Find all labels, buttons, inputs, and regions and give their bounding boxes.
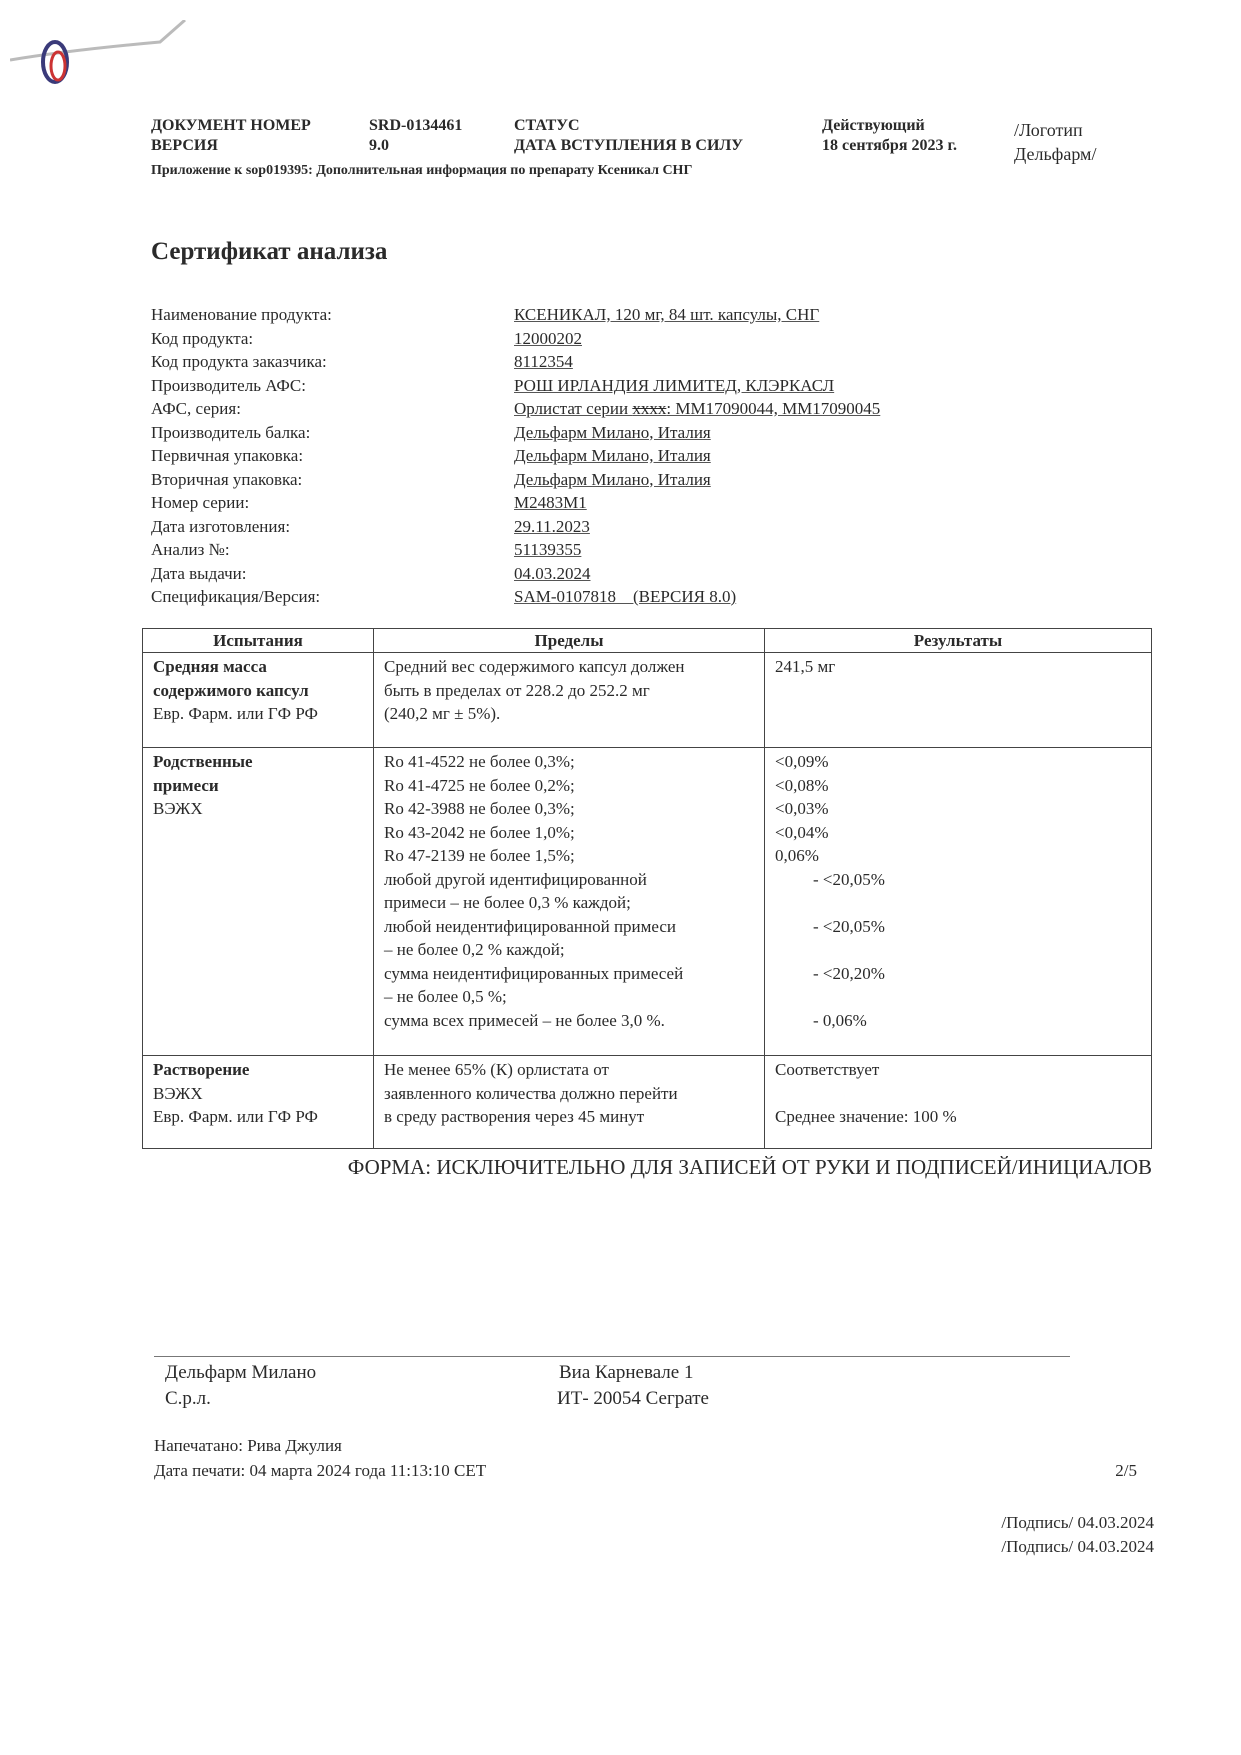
test-name: Средняя масса bbox=[153, 657, 267, 676]
company-form: С.р.л. bbox=[165, 1388, 211, 1409]
doc-number: SRD-0134461 bbox=[369, 117, 463, 134]
limit-line: любой неидентифицированной примеси bbox=[384, 916, 677, 936]
status-label: СТАТУС bbox=[514, 117, 580, 134]
field-label: Номер серии: bbox=[151, 493, 250, 512]
field-row bbox=[151, 350, 1051, 374]
result-line: Соответствует bbox=[775, 1060, 880, 1079]
test-method: ВЭЖХ bbox=[153, 799, 203, 818]
field-row bbox=[151, 562, 1051, 586]
appendix-note: Приложение к sop019395: Дополнительная информация по препарату Ксеникал СНГ bbox=[151, 163, 693, 178]
field-value bbox=[514, 397, 880, 421]
status-value: Действующий bbox=[822, 117, 925, 134]
field-label: Код продукта заказчика: bbox=[151, 352, 327, 371]
field-label: Анализ №: bbox=[151, 540, 230, 559]
results-cell bbox=[765, 653, 1152, 748]
field-row bbox=[151, 374, 1051, 398]
field-label: Первичная упаковка: bbox=[151, 446, 304, 465]
result-line: <0,03% bbox=[775, 799, 829, 818]
address-city: ИТ- 20054 Сеграте bbox=[557, 1388, 709, 1409]
limits-cell bbox=[374, 653, 765, 748]
limit-line: сумма неидентифицированных примесей bbox=[384, 963, 684, 983]
form-note: ФОРМА: ИСКЛЮЧИТЕЛЬНО ДЛЯ ЗАПИСЕЙ ОТ РУКИ И ПОДПИСЕЙ/ИНИЦИАЛОВ bbox=[347, 1155, 1152, 1179]
field-row bbox=[151, 585, 1051, 609]
effective-label: ДАТА ВСТУПЛЕНИЯ В СИЛУ bbox=[514, 137, 744, 154]
field-label: Дата выдачи: bbox=[151, 563, 247, 583]
footer-address bbox=[557, 1360, 709, 1412]
field-row bbox=[151, 303, 1051, 327]
field-label: Спецификация/Версия: bbox=[151, 587, 321, 606]
header-results: Результаты bbox=[765, 629, 1152, 653]
field-row bbox=[151, 538, 1051, 562]
test-name-cell bbox=[143, 1056, 374, 1149]
result-line bbox=[775, 1082, 1141, 1106]
field-row bbox=[151, 468, 1051, 492]
field-row bbox=[151, 444, 1051, 468]
printed-by: Напечатано: Рива Джулия bbox=[154, 1436, 342, 1455]
test-name: содержимого капсул bbox=[153, 680, 309, 700]
limit-line: Ro 41-4725 не более 0,2%; bbox=[384, 775, 575, 795]
field-value: 12000202 bbox=[514, 328, 582, 348]
signature-1: /Подпись/ 04.03.2024 bbox=[1001, 1513, 1154, 1532]
field-value: 29.11.2023 bbox=[514, 516, 590, 536]
limit-line: Ro 42-3988 не более 0,3%; bbox=[384, 799, 575, 818]
table-header-row bbox=[143, 629, 1152, 653]
field-value: Дельфарм Милано, Италия bbox=[514, 469, 711, 489]
result-line: - 0,06% bbox=[813, 1010, 867, 1030]
test-name-cell bbox=[143, 748, 374, 1056]
limit-line: быть в пределах от 228.2 до 252.2 мг bbox=[384, 680, 650, 700]
limit-line: Ro 47-2139 не более 1,5%; bbox=[384, 846, 575, 865]
result-line bbox=[775, 985, 1141, 1009]
limit-line: Не менее 65% (К) орлистата от bbox=[384, 1060, 609, 1079]
table-row bbox=[143, 748, 1152, 1056]
field-value: Дельфарм Милано, Италия bbox=[514, 446, 711, 465]
table-row bbox=[143, 1056, 1152, 1149]
field-label: Производитель АФС: bbox=[151, 375, 306, 395]
result-line bbox=[775, 891, 1141, 915]
field-value: 51139355 bbox=[514, 540, 582, 559]
limit-line: сумма всех примесей – не более 3,0 %. bbox=[384, 1010, 665, 1030]
limit-line: заявленного количества должно перейти bbox=[384, 1083, 678, 1103]
field-label: Вторичная упаковка: bbox=[151, 469, 303, 489]
limit-line: (240,2 мг ± 5%). bbox=[384, 704, 501, 723]
limits-cell bbox=[374, 748, 765, 1056]
field-label: Производитель балка: bbox=[151, 422, 311, 442]
page-title: Сертификат анализа bbox=[151, 238, 388, 265]
field-value: Дельфарм Милано, Италия bbox=[514, 422, 711, 442]
result-line: <0,09% bbox=[775, 752, 829, 771]
limit-line: любой другой идентифицированной bbox=[384, 869, 647, 889]
table-row bbox=[143, 653, 1152, 748]
limit-line: в среду растворения через 45 минут bbox=[384, 1107, 645, 1126]
field-row bbox=[151, 515, 1051, 539]
limit-line: примеси – не более 0,3 % каждой; bbox=[384, 893, 631, 912]
effective-date: 18 сентября 2023 г. bbox=[822, 137, 957, 154]
result-line: 241,5 мг bbox=[775, 657, 836, 676]
test-name: примеси bbox=[153, 775, 219, 795]
field-row bbox=[151, 397, 1051, 421]
result-line bbox=[775, 938, 1141, 962]
field-value: КСЕНИКАЛ, 120 мг, 84 шт. капсулы, СНГ bbox=[514, 305, 820, 324]
logo-line-2: Дельфарм/ bbox=[1014, 144, 1097, 164]
field-value-prefix: Орлистат серии bbox=[514, 399, 633, 418]
result-line: - <20,05% bbox=[813, 916, 885, 936]
logo-line-1: /Логотип bbox=[1014, 120, 1083, 140]
page-number: 2/5 bbox=[1115, 1461, 1137, 1480]
test-method: ВЭЖХ bbox=[153, 1083, 203, 1103]
limit-line: – не более 0,5 %; bbox=[384, 987, 507, 1006]
signature-2: /Подпись/ 04.03.2024 bbox=[1001, 1537, 1154, 1556]
result-line: <0,04% bbox=[775, 822, 829, 842]
field-label: Дата изготовления: bbox=[151, 516, 291, 536]
limit-line: Ro 43-2042 не более 1,0%; bbox=[384, 822, 575, 842]
field-row bbox=[151, 421, 1051, 445]
field-value: M2483M1 bbox=[514, 493, 587, 512]
header-limits: Пределы bbox=[374, 629, 765, 653]
test-method: Евр. Фарм. или ГФ РФ bbox=[153, 1107, 318, 1126]
result-line: - <20,05% bbox=[813, 869, 885, 889]
field-row bbox=[151, 327, 1051, 351]
footer-divider bbox=[154, 1356, 1070, 1357]
result-line: Среднее значение: 100 % bbox=[775, 1107, 957, 1126]
logo-placeholder bbox=[1014, 118, 1096, 166]
logo-mark-icon bbox=[10, 20, 190, 100]
test-name: Растворение bbox=[153, 1060, 250, 1079]
field-value: 8112354 bbox=[514, 352, 573, 371]
version-label: ВЕРСИЯ bbox=[151, 137, 218, 154]
footer-company bbox=[165, 1360, 316, 1412]
test-name: Родственные bbox=[153, 752, 253, 771]
limit-line: Средний вес содержимого капсул должен bbox=[384, 657, 685, 676]
test-method: Евр. Фарм. или ГФ РФ bbox=[153, 704, 318, 723]
address-street: Виа Карневале 1 bbox=[559, 1362, 694, 1383]
field-row bbox=[151, 491, 1051, 515]
result-line: <0,08% bbox=[775, 775, 829, 795]
limits-cell bbox=[374, 1056, 765, 1149]
company-name: Дельфарм Милано bbox=[165, 1362, 317, 1383]
result-line: 0,06% bbox=[775, 846, 819, 865]
version: 9.0 bbox=[369, 137, 389, 154]
limit-line: Ro 41-4522 не более 0,3%; bbox=[384, 752, 575, 771]
print-date: Дата печати: 04 марта 2024 года 11:13:10 CET bbox=[154, 1461, 487, 1480]
field-value: РОШ ИРЛАНДИЯ ЛИМИТЕД, КЛЭРКАСЛ bbox=[514, 375, 835, 395]
field-label: Код продукта: bbox=[151, 328, 254, 348]
results-table bbox=[142, 628, 1152, 1149]
test-name-cell bbox=[143, 653, 374, 748]
field-label: Наименование продукта: bbox=[151, 305, 332, 324]
results-cell bbox=[765, 748, 1152, 1056]
doc-number-label: ДОКУМЕНТ НОМЕР bbox=[151, 117, 311, 134]
field-label: АФС, серия: bbox=[151, 399, 241, 418]
results-cell bbox=[765, 1056, 1152, 1149]
struck-text: хххх bbox=[632, 399, 667, 418]
result-line: - <20,20% bbox=[813, 963, 885, 983]
header-tests: Испытания bbox=[143, 629, 374, 653]
limit-line: – не более 0,2 % каждой; bbox=[384, 940, 565, 959]
field-value-rest: : MM17090044, MM17090045 bbox=[666, 399, 881, 418]
field-value: 04.03.2024 bbox=[514, 563, 591, 583]
field-value: SAM-0107818 (ВЕРСИЯ 8.0) bbox=[514, 587, 737, 606]
